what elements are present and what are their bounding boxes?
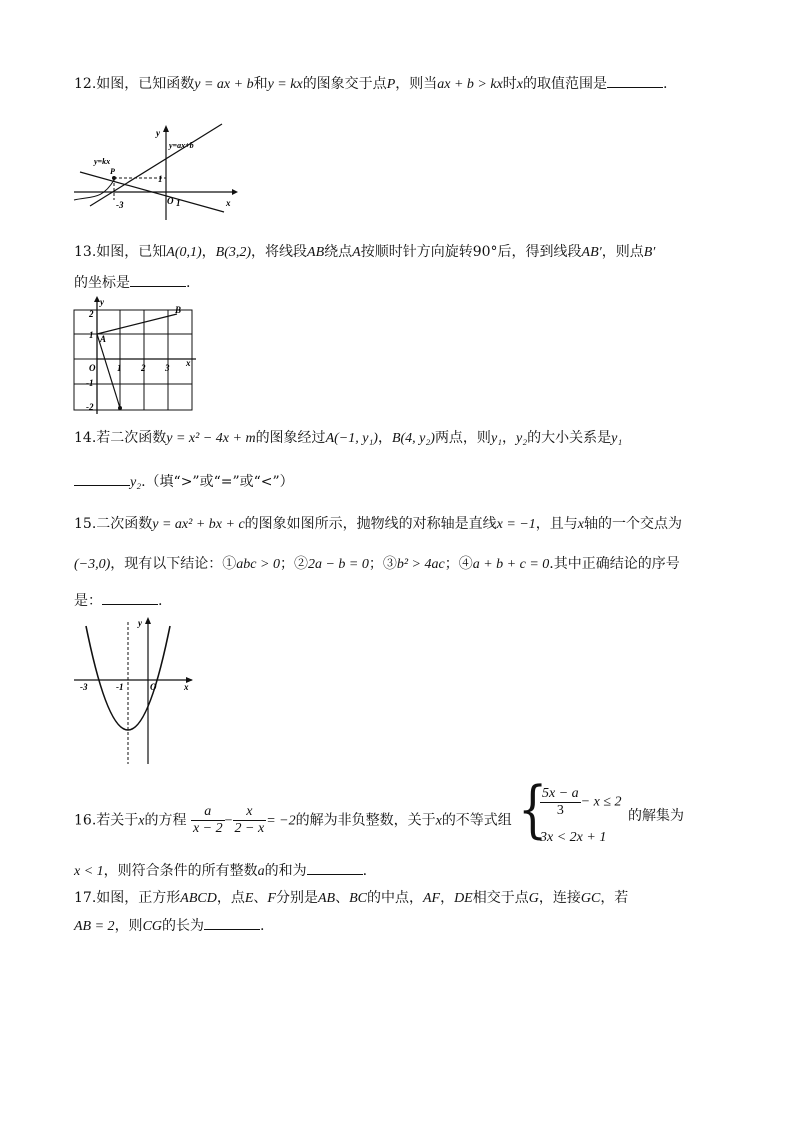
answer-blank[interactable] bbox=[204, 915, 260, 930]
svg-text:-1: -1 bbox=[86, 378, 94, 388]
q12-f1: y = ax + b bbox=[194, 77, 254, 92]
svg-text:3: 3 bbox=[165, 363, 170, 373]
q14-stem-2: y₂.（填“>”或“=”或“<”） bbox=[74, 471, 294, 493]
svg-text:1: 1 bbox=[176, 198, 181, 208]
q16-stem: 16.若关于x的方程 $\frac{a}{x - 2}$ − $\frac{x}{2 - x}$ = −2的解为非负整数，关于x的不等式组 bbox=[74, 804, 512, 836]
svg-text:O: O bbox=[150, 682, 157, 692]
q15-stem-2: (−3,0)，现有以下结论：①abc > 0；②2a − b = 0；③b² > 4ac；④a + b + c = 0.其中正确结论的序号 bbox=[74, 556, 680, 572]
svg-text:x: x bbox=[186, 358, 191, 368]
svg-text:x: x bbox=[184, 682, 189, 692]
svg-text:y: y bbox=[156, 128, 160, 138]
q16-system-row2: 3x < 2x + 1 bbox=[540, 830, 607, 845]
svg-text:2: 2 bbox=[89, 309, 94, 319]
svg-text:O: O bbox=[89, 363, 96, 373]
answer-blank[interactable] bbox=[74, 471, 130, 486]
q17-stem: 17.如图，正方形ABCD，点E、F分别是AB、BC的中点，AF，DE相交于点G，连接GC，若 bbox=[74, 890, 629, 906]
q12-ineq: ax + b > kx bbox=[437, 77, 503, 92]
q12-stem: 12.如图，已知函数y = ax + b和y = kx的图象交于点P，则当ax + b > kx时x的取值范围是 . bbox=[74, 73, 667, 95]
svg-text:y: y bbox=[138, 618, 142, 628]
svg-text:2: 2 bbox=[141, 363, 146, 373]
q16-fraction-a: $\frac{a}{x - 2}$ bbox=[192, 804, 223, 836]
svg-text:y: y bbox=[100, 297, 104, 307]
answer-blank[interactable] bbox=[102, 590, 158, 605]
answer-blank[interactable] bbox=[607, 73, 663, 88]
q12-label-kx: y=kx bbox=[94, 157, 111, 166]
q13-stem: 13.如图，已知A(0,1)，B(3,2)，将线段AB绕点A按顺时针方向旋转90°后，得到线段AB′，则点B′ bbox=[74, 244, 656, 260]
svg-text:-3: -3 bbox=[116, 200, 124, 210]
svg-text:P: P bbox=[110, 167, 115, 176]
q17-stem-2: AB = 2，则CG的长为 . bbox=[74, 915, 264, 937]
q16-stem-tail: 的解集为 bbox=[628, 808, 684, 824]
svg-text:-3: -3 bbox=[80, 682, 88, 692]
q12-label-ax: y=ax+b bbox=[169, 141, 194, 150]
svg-text:1: 1 bbox=[158, 174, 163, 184]
q12-figure bbox=[72, 120, 242, 220]
q16-system-row1: $\frac{5x - a}{3}$ − x ≤ 2 bbox=[542, 786, 622, 818]
svg-text:A: A bbox=[100, 334, 107, 344]
svg-text:1: 1 bbox=[89, 330, 94, 340]
svg-text:B: B bbox=[175, 305, 182, 315]
q16-fraction-b: $\frac{x}{2 - x}$ bbox=[234, 804, 265, 836]
q15-figure bbox=[72, 614, 202, 770]
svg-text:O: O bbox=[167, 196, 174, 206]
q13-stem-2: 的坐标是 . bbox=[74, 272, 190, 293]
svg-text:-1: -1 bbox=[116, 682, 124, 692]
svg-text:1: 1 bbox=[117, 363, 122, 373]
answer-blank[interactable] bbox=[130, 272, 186, 287]
q13-figure bbox=[72, 296, 202, 414]
answer-blank[interactable] bbox=[307, 860, 363, 875]
q15-stem-3: 是： . bbox=[74, 590, 162, 611]
q16-stem-2: x < 1，则符合条件的所有整数a的和为 . bbox=[74, 860, 367, 882]
q15-stem: 15.二次函数y = ax² + bx + c的图象如图所示，抛物线的对称轴是直线x = −1，且与x轴的一个交点为 bbox=[74, 516, 682, 532]
q12-f2: y = kx bbox=[267, 77, 303, 92]
svg-text:x: x bbox=[226, 198, 231, 208]
svg-text:-2: -2 bbox=[86, 402, 94, 412]
q14-stem: 14.若二次函数y = x² − 4x + m的图象经过A(−1, y₁)，B(4, y₂)两点，则y₁，y₂的大小关系是y₁ bbox=[74, 430, 623, 446]
q16-system-brace: { bbox=[518, 772, 548, 846]
